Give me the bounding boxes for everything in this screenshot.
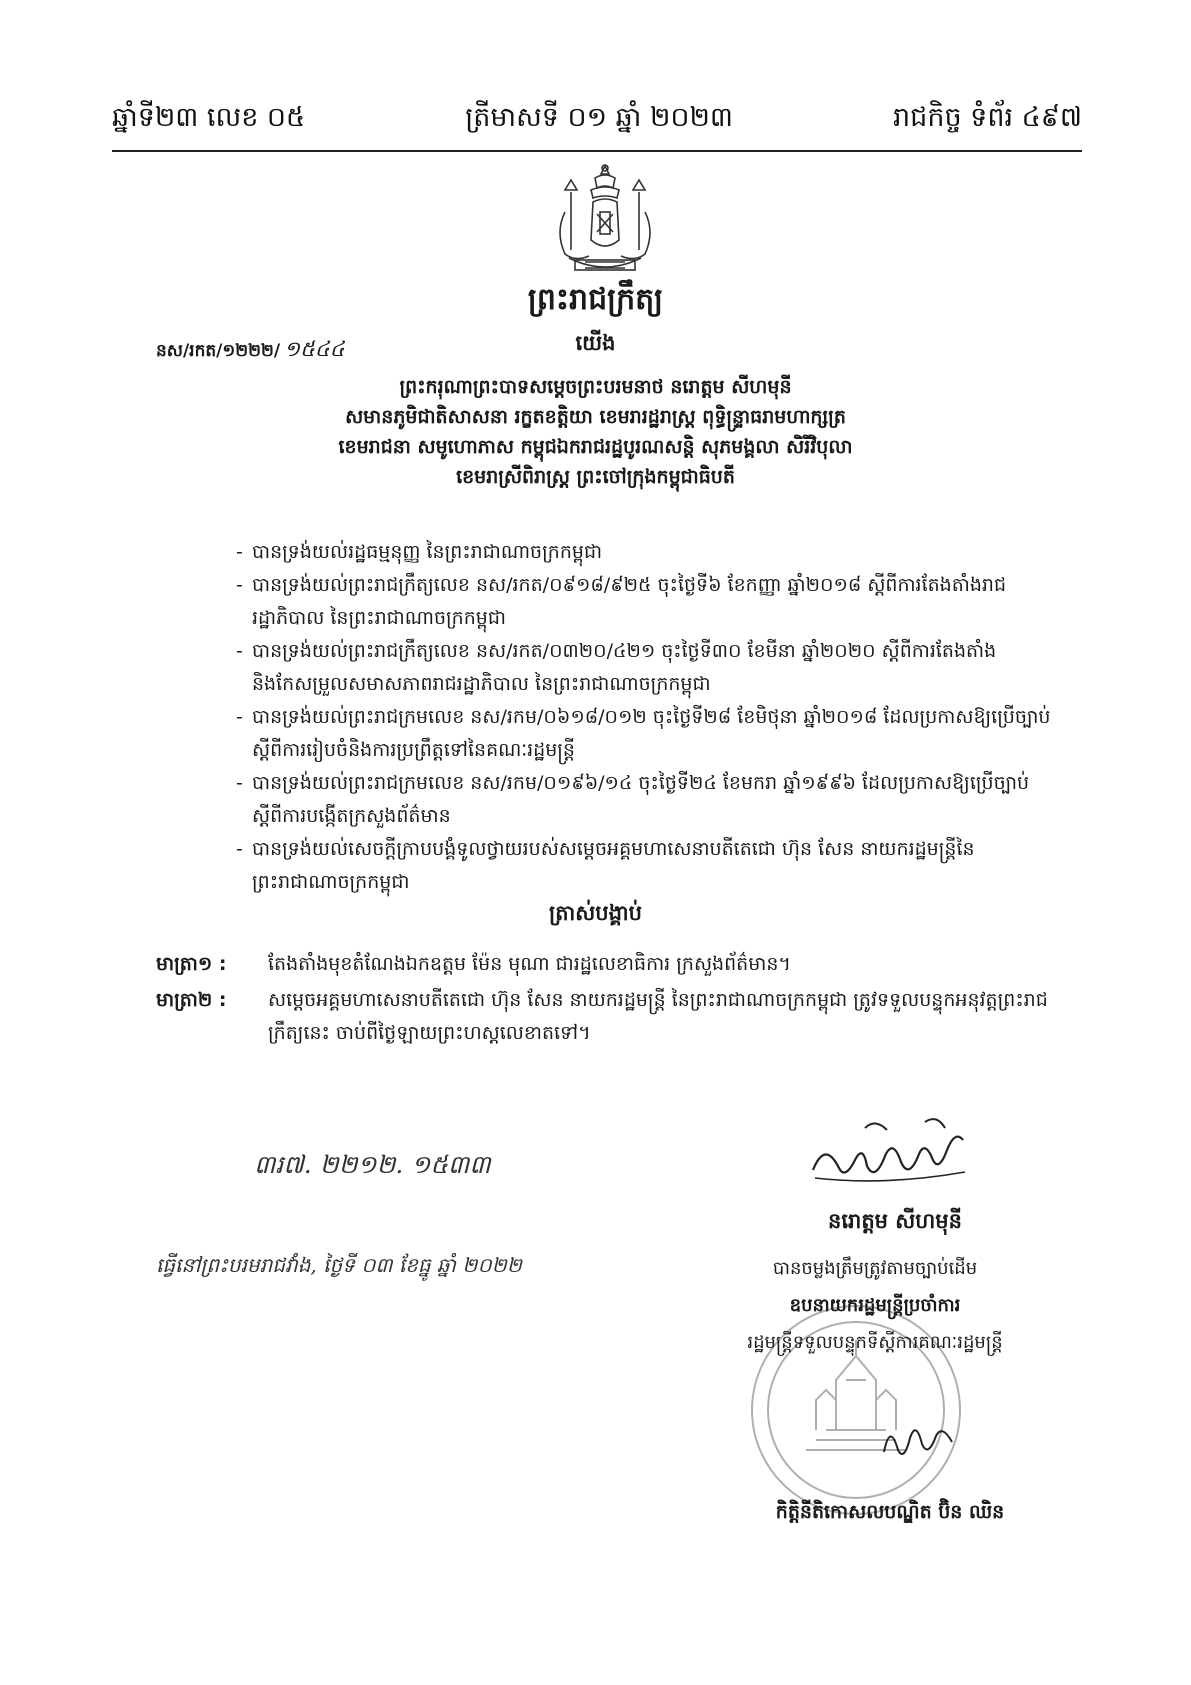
- header-issue: ឆ្នាំទី២៣ លេខ ០៥: [112, 101, 306, 133]
- prelude-item: - បានទ្រង់យល់ព្រះរាជក្រឹត្យលេខ នស/រកត/០៩១៨/៩២៥ ចុះថ្ងៃទី៦ ខែកញ្ញា ឆ្នាំ២០១៨ ស្តីពីការតែងតាំងរាជរដ្ឋាភិបាល នៃព្រះរាជាណាចក្រកម្ពុជា: [236, 569, 1058, 635]
- place-and-date: ធ្វើនៅព្រះបរមរាជវាំង, ថ្ងៃទី ០៣ ខែធ្នូ ឆ្នាំ ២០២២: [156, 1253, 522, 1277]
- countersign-block: [640, 1250, 1110, 1361]
- royal-coat-of-arms-icon: [545, 162, 665, 278]
- lunar-date: ៣រ៧. ២២១២. ១៥៣៣: [254, 1150, 491, 1179]
- reference-handwritten: ១៥៤៤: [284, 337, 345, 361]
- countersign-role: ឧបនាយករដ្ឋមន្ត្រីប្រចាំការ: [789, 1295, 961, 1316]
- gazette-header: [112, 96, 1082, 144]
- signatory-name: នរោត្តម សីហមុនី: [828, 1209, 962, 1233]
- royal-signature: [805, 1110, 975, 1190]
- countersign-copy-note: បានចម្លងត្រឹមត្រូវតាមច្បាប់ដើម: [772, 1258, 978, 1279]
- prelude-item: - បានទ្រង់យល់សេចក្តីក្រាបបង្គំទូលថ្វាយរបស់សម្តេចអគ្គមហាសេនាបតីតេជោ ហ៊ុន សែន នាយករដ្ឋមន្ត្រីនៃព្រះរាជាណាចក្រកម្ពុជា: [236, 833, 1058, 899]
- countersign-name: កិត្តិនីតិកោសលបណ្ឌិត ប៊ិន ឈិន: [775, 1501, 1005, 1523]
- article-label: មាត្រា២ :: [156, 989, 227, 1011]
- prelude-list: [236, 536, 1058, 899]
- royal-title-line: ព្រះករុណាព្រះបាទសម្តេចព្រះបរមនាថ នរោត្តម សីហមុនី: [399, 376, 792, 398]
- header-page: រាជកិច្ច ទំព័រ ៤៩៧: [893, 101, 1082, 133]
- royal-titles: [0, 372, 1191, 492]
- we-heading: យើង: [575, 331, 616, 355]
- article-2: [156, 984, 1076, 1050]
- prelude-item: - បានទ្រង់យល់ព្រះរាជក្រមលេខ នស/រកម/០៦១៨/០១២ ចុះថ្ងៃទី២៨ ខែមិថុនា ឆ្នាំ២០១៨ ដែលប្រកាសឱ្យប្រើច្បាប់ស្តីពីការរៀបចំនិងការប្រព្រឹត្តទៅនៃគណៈរដ្ឋមន្ត្រី: [236, 701, 1058, 767]
- reference-number: នស/រកត/១២២២/: [156, 341, 281, 361]
- royal-title-line: ខេមរាជនា សមូហោភាស កម្ពុជឯករាជរដ្ឋបូរណសន្តិ សុភមង្គលា សិរីវិបុលា: [338, 436, 853, 458]
- countersign-signature: [878, 1414, 958, 1464]
- countersign-minister: រដ្ឋមន្ត្រីទទួលបន្ទុកទីស្តីការគណៈរដ្ឋមន្ត្រី: [747, 1332, 1003, 1353]
- royal-title-line: សមានភូមិជាតិសាសនា រក្ខតខត្តិយា ខេមរារដ្ឋរាស្ត្រ ពុទ្ធិន្ទ្រាធរាមហាក្សត្រ: [345, 406, 846, 428]
- prelude-item: - បានទ្រង់យល់ព្រះរាជក្រមលេខ នស/រកម/០១៩៦/១៤ ចុះថ្ងៃទី២៤ ខែមករា ឆ្នាំ១៩៩៦ ដែលប្រកាសឱ្យប្រើច្បាប់ស្តីពីការបង្កើតក្រសួងព័ត៌មាន: [236, 767, 1058, 833]
- prelude-item: - បានទ្រង់យល់រដ្ឋធម្មនុញ្ញ នៃព្រះរាជាណាចក្រកម្ពុជា: [236, 536, 1058, 569]
- articles: [156, 948, 1076, 1053]
- royal-title-line: ខេមរាស្រីពិរាស្ត្រ ព្រះចៅក្រុងកម្ពុជាធិបតី: [456, 466, 735, 488]
- order-heading: ត្រាស់បង្គាប់: [549, 901, 642, 925]
- decree-title: ព្រះរាជក្រឹត្យ: [527, 282, 664, 317]
- article-1: [156, 948, 1076, 981]
- header-quarter: ត្រីមាសទី ០១ ឆ្នាំ ២០២៣: [465, 101, 734, 133]
- article-label: មាត្រា១ :: [156, 953, 227, 975]
- header-rule: [112, 150, 1082, 152]
- prelude-item: - បានទ្រង់យល់ព្រះរាជក្រឹត្យលេខ នស/រកត/០៣២០/៤២១ ចុះថ្ងៃទី៣០ ខែមីនា ឆ្នាំ២០២០ ស្តីពីការតែងតាំង និងកែសម្រួលសមាសភាពរាជរដ្ឋាភិបាល នៃព្រះរាជាណាចក្រកម្ពុជា: [236, 635, 1058, 701]
- article-text: សម្តេចអគ្គមហាសេនាបតីតេជោ ហ៊ុន សែន នាយករដ្ឋមន្ត្រី នៃព្រះរាជាណាចក្រកម្ពុជា ត្រូវទទួលបន្ទុកអនុវត្តព្រះរាជក្រឹត្យនេះ ចាប់ពីថ្ងៃឡាយព្រះហស្តលេខាតទៅ។: [268, 989, 1048, 1044]
- article-text: តែងតាំងមុខតំណែងឯកឧត្តម ម៉ែន មុណា ជារដ្ឋលេខាធិការ ក្រសួងព័ត៌មាន។: [268, 953, 791, 975]
